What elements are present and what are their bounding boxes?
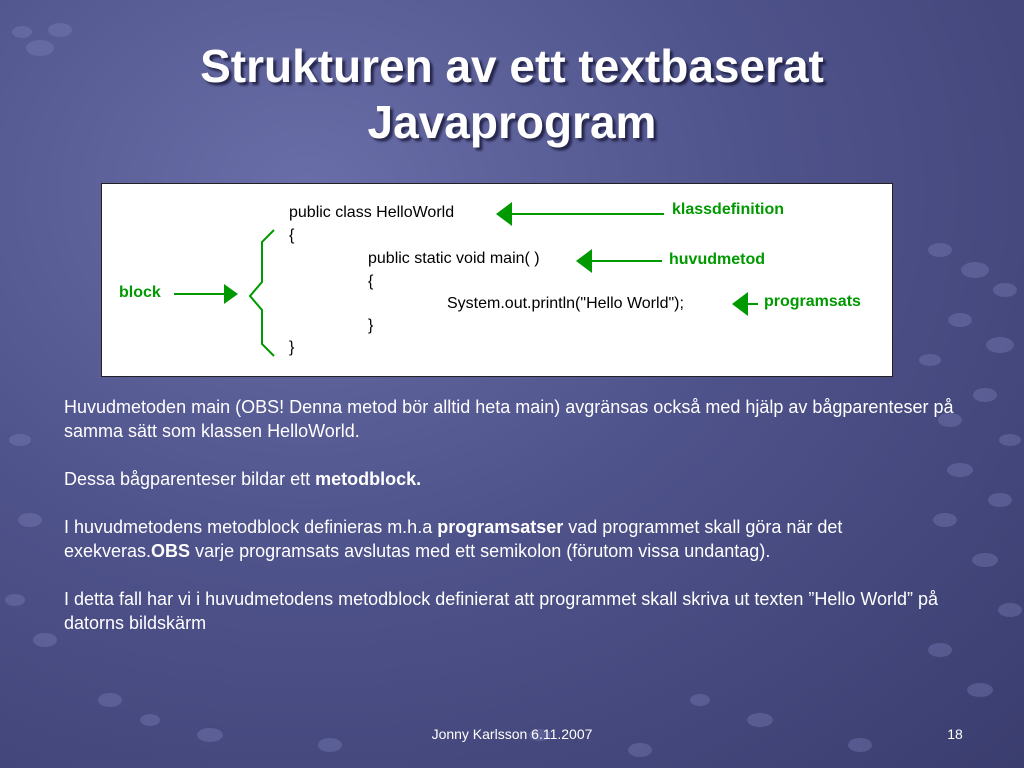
paragraph-3 (64, 515, 964, 563)
code-line-println: System.out.println("Hello World"); (447, 295, 684, 312)
code-diagram (101, 183, 893, 377)
paragraph-2-bold: metodblock. (315, 469, 422, 489)
code-line-close-brace: } (289, 339, 295, 356)
block-arrow-head (224, 284, 238, 304)
paragraph-2-text: Dessa bågparenteser bildar ett (64, 469, 316, 489)
label-huvudmetod: huvudmetod (669, 251, 765, 268)
slide-body (64, 395, 964, 659)
paragraph-2 (64, 467, 964, 491)
statement-arrow-head (732, 292, 748, 316)
title-line-1: Strukturen av ett textbaserat (200, 40, 824, 92)
paragraph-3-bold-b: OBS (151, 541, 191, 561)
paragraph-3-text-a: I huvudmetodens metodblock definieras m.h.a (64, 517, 438, 537)
code-line-open-brace: { (289, 227, 295, 244)
class-def-arrow-head (496, 202, 512, 226)
footer-page-number: 18 (947, 726, 963, 742)
paragraph-3-text-b: vad programmet skall göra när det exekveras. (64, 517, 843, 561)
code-line-main-close-brace: } (368, 317, 374, 334)
slide-title (0, 38, 1024, 150)
paragraph-1: Huvudmetoden main (OBS! Denna metod bör alltid heta main) avgränsas också med hjälp av bågparenteser på samma sätt som klassen HelloWorld. (64, 397, 954, 441)
paragraph-3-text-c: varje programsats avslutas med ett semikolon (förutom vissa undantag). (190, 541, 771, 561)
label-block: block (119, 284, 161, 301)
block-brace (250, 230, 274, 356)
label-programsats: programsats (764, 293, 861, 310)
code-line-main: public static void main( ) (368, 250, 540, 267)
main-method-arrow-head (576, 249, 592, 273)
label-klassdefinition: klassdefinition (672, 201, 785, 218)
footer-author-date: Jonny Karlsson 6.11.2007 (431, 726, 593, 742)
paragraph-4: I detta fall har vi i huvudmetodens metodblock definierat att programmet skall skriva ut texten ”Hello World” på datorns bildskärm (64, 589, 939, 633)
code-line-class: public class HelloWorld (289, 204, 455, 221)
paragraph-3-bold-a: programsatser (437, 517, 564, 537)
code-line-main-open-brace: { (368, 273, 374, 290)
title-line-2: Javaprogram (367, 96, 657, 148)
